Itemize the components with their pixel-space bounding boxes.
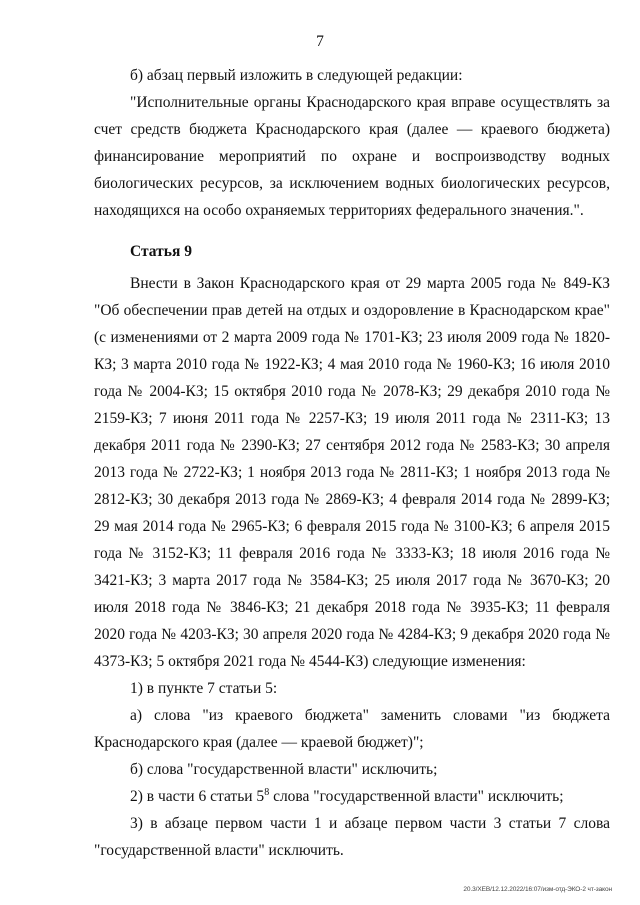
amendment-item-1: 1) в пункте 7 статьи 5:	[130, 680, 278, 697]
amendment-b-line	[94, 62, 610, 89]
amendment-item-2-pre: 2) в части 6 статьи 5	[130, 788, 265, 805]
quoted-paragraph-text: "Исполнительные органы Краснодарского края вправе осуществлять за счет средств бюджета Краснодарского края (далее — краевого бюджета) финансирование мероприятий по охране и воспроизводству водных биологических ресурсов, за исключением водных биологических ресурсов, находящихся на особо охраняемых территориях федерального значения.".	[94, 94, 610, 219]
amendment-b-text: б) абзац первый изложить в следующей редакции:	[130, 67, 463, 84]
article-heading: Статья 9	[130, 243, 192, 260]
amendment-item-1b: б) слова "государственной власти" исключить;	[130, 761, 438, 778]
amendment-item-3: 3) в абзаце первом части 1 и абзаце первом части 3 статьи 7 слова "государственной власти" исключить.	[94, 815, 610, 859]
amendment-item-2-superscript: 8	[264, 786, 270, 798]
document-footer-code: 20.3/ХЕВ/12.12.2022/16:07/изм-отд-ЭКО-2 чт-закон	[463, 886, 612, 893]
amendment-item-2-post: слова "государственной власти" исключить;	[269, 788, 564, 805]
page-number: 7	[316, 33, 324, 50]
amendment-item-2	[94, 783, 610, 810]
article-intro: Внести в Закон Краснодарского края от 29 марта 2005 года № 849-КЗ "Об обеспечении прав детей на отдых и оздоровление в Краснодарском крае" (с изменениями от 2 марта 2009 года № 1701-КЗ; 23 июля 2009 года № 1820-КЗ; 3 марта 2010 года № 1922-КЗ; 4 мая 2010 года № 1960-КЗ; 16 июля 2010 года № 2004-КЗ; 15 октября 2010 года № 2078-КЗ; 29 декабря 2010 года № 2159-КЗ; 7 июня 2011 года № 2257-КЗ; 19 июля 2011 года № 2311-КЗ; 13 декабря 2011 года № 2390-КЗ; 27 сентября 2012 года № 2583-КЗ; 30 апреля 2013 года № 2722-КЗ; 1 ноября 2013 года № 2811-КЗ; 1 ноября 2013 года № 2812-КЗ; 30 декабря 2013 года № 2869-КЗ; 4 февраля 2014 года № 2899-КЗ; 29 мая 2014 года № 2965-КЗ; 6 февраля 2015 года № 3100-КЗ; 6 апреля 2015 года № 3152-КЗ; 11 февраля 2016 года № 3333-КЗ; 18 июля 2016 года № 3421-КЗ; 3 марта 2017 года № 3584-КЗ; 25 июля 2017 года № 3670-КЗ; 20 июля 2018 года № 3846-КЗ; 21 декабря 2018 года № 3935-КЗ; 11 февраля 2020 года № 4203-КЗ; 30 апреля 2020 года № 4284-КЗ; 9 декабря 2020 года № 4373-КЗ; 5 октября 2021 года № 4544-КЗ) следующие изменения:	[94, 275, 610, 670]
quoted-paragraph	[94, 89, 610, 224]
article-body	[94, 270, 610, 864]
amendment-item-1a: а) слова "из краевого бюджета" заменить словами "из бюджета Краснодарского края (далее — краевой бюджет)";	[94, 707, 610, 751]
